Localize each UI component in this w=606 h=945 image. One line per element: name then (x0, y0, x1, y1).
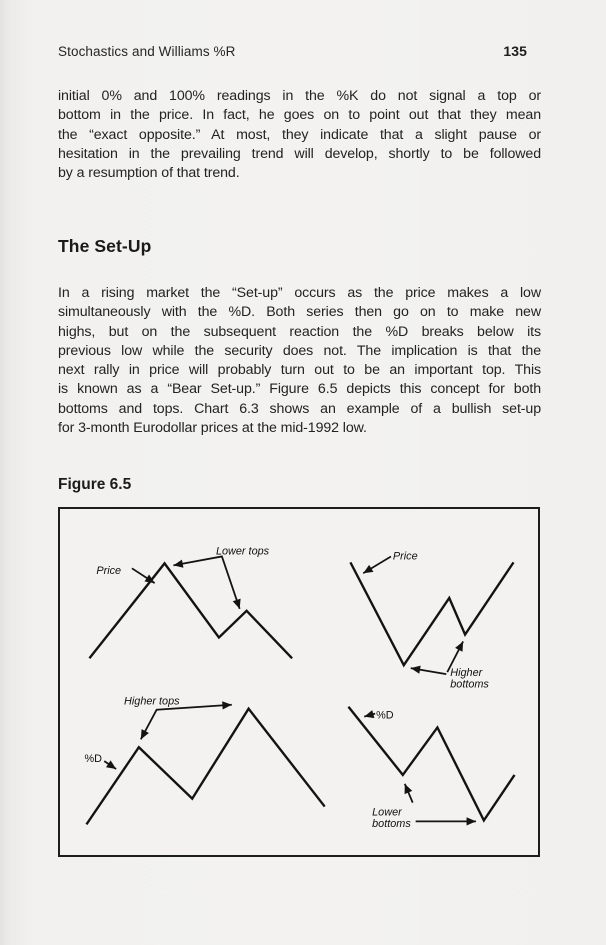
arrow-pctd-left-head (106, 760, 116, 769)
pctd-lower-bottoms-line (348, 707, 514, 821)
label-price-left: Price (96, 565, 122, 578)
text-line: bottom in the price. In fact, he goes on to point out that they mean (58, 107, 541, 124)
label-lower-tops: Lower tops (215, 545, 270, 558)
price-lower-tops-line (89, 563, 292, 658)
text-line: simultaneously with the %D. Both series then go on to make new (58, 304, 541, 321)
text-line: the “exact opposite.” At most, they indicate that a slight pause or (58, 126, 541, 143)
arrow-lower-tops-head (233, 599, 241, 609)
text-line: by a resumption of that trend. (58, 165, 240, 182)
text-line: is known as a “Bear Set-up.” Figure 6.5 depicts this concept for both (58, 381, 541, 398)
arrow-price-right-head (363, 565, 373, 573)
text-line: initial 0% and 100% readings in the %K do not signal a top or (58, 88, 541, 104)
arrow-lower-bottoms-right-head (467, 817, 476, 825)
label-higher-tops: Higher tops (124, 695, 180, 708)
intro-paragraph (58, 87, 541, 183)
arrow-higher-tops-head (222, 701, 232, 709)
arrow-lower-tops-head (173, 560, 183, 568)
page-number: 135 (503, 43, 527, 59)
label-lower-bottoms: Lower bottoms (372, 806, 411, 830)
arrow-higher-tops (141, 705, 232, 740)
running-title: Stochastics and Williams %R (58, 44, 236, 59)
label-pctd-right: %D (376, 709, 394, 722)
text-line: previous low while the security does not. The implication is that the (58, 342, 541, 359)
text-line: In a rising market the “Set-up” occurs as the price makes a low (58, 285, 541, 301)
text-line: for 3-month Eurodollar prices at the mid-1992 low. (58, 420, 367, 437)
label-higher-bottoms: Higher bottoms (450, 667, 489, 691)
text-line: hesitation in the prevailing trend will develop, shortly to be followed (58, 145, 541, 162)
text-line: next rally in price will probably turn out to be an important top. This (58, 362, 541, 379)
figure-6-5 (58, 507, 540, 857)
body-paragraph (58, 284, 541, 438)
pctd-higher-tops-line (86, 709, 324, 825)
figure-caption: Figure 6.5 (58, 476, 132, 493)
figure-6-5-diagram (60, 509, 538, 855)
running-head (58, 43, 527, 59)
arrow-lower-tops (173, 556, 239, 608)
label-price-right: Price (392, 550, 418, 563)
price-higher-bottoms-line (350, 562, 513, 665)
section-heading: The Set-Up (58, 236, 152, 256)
text-line: highs, but on the subsequent reaction the %D breaks below its (58, 323, 541, 340)
text-line: bottoms and tops. Chart 6.3 shows an example of a bullish set-up (58, 400, 541, 417)
label-pctd-left: %D (84, 753, 102, 766)
arrow-higher-bottoms-left-head (411, 666, 421, 674)
